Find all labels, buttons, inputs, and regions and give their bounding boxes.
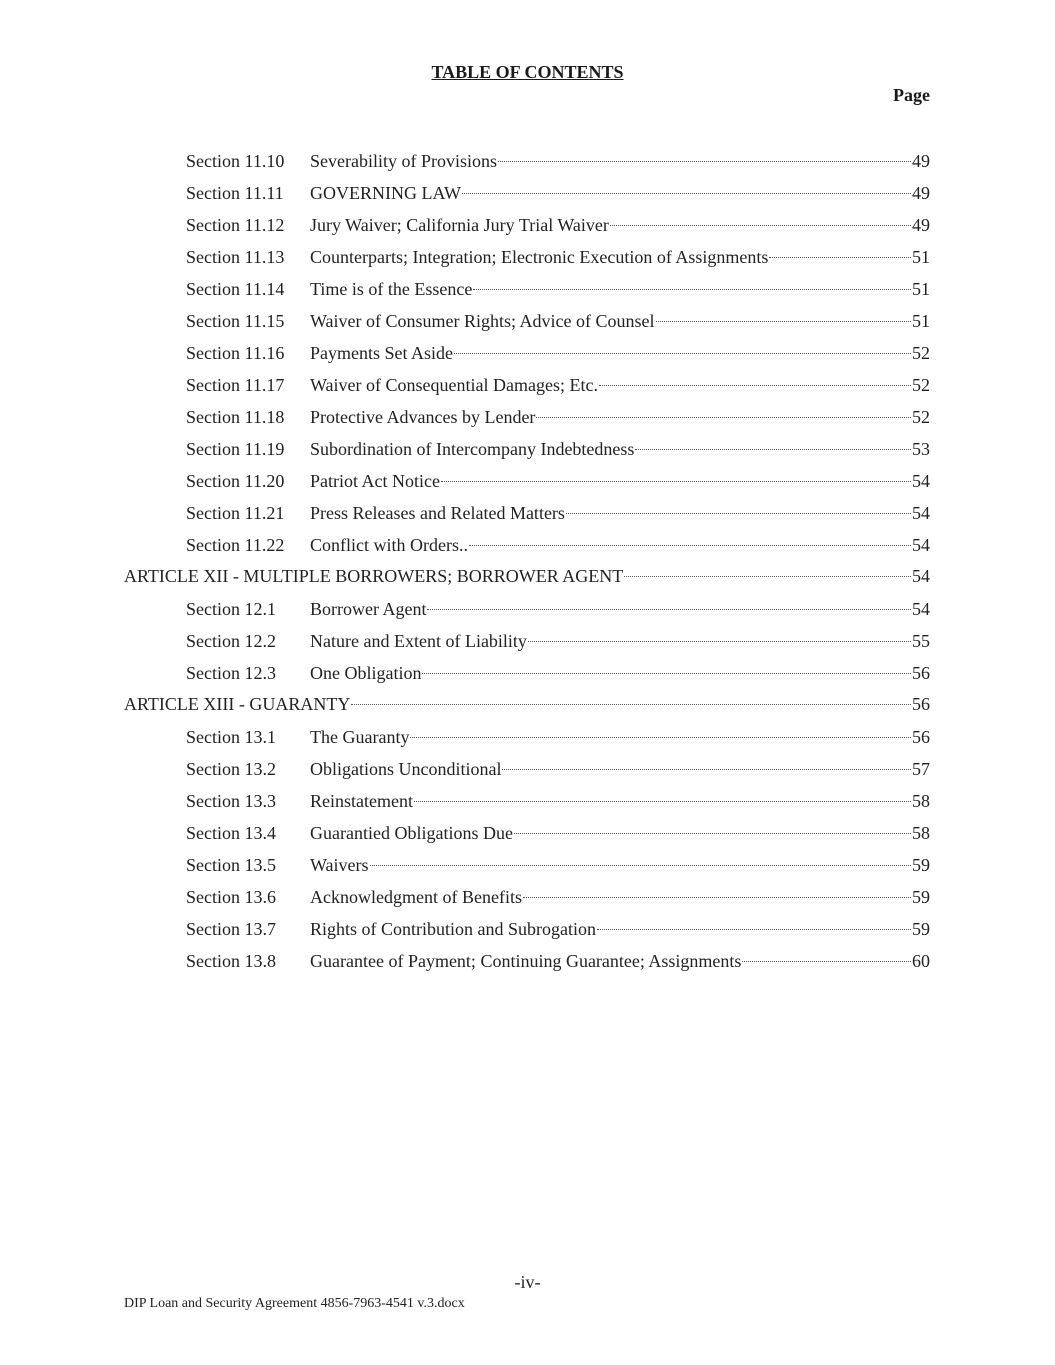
toc-section-number: Section 13.2 [186,759,276,779]
dot-leader [498,160,911,162]
toc-section-number: Section 11.10 [186,151,285,171]
dot-leader [610,224,911,226]
toc-page-number: 54 [912,503,930,523]
toc-section-number: Section 12.2 [186,631,276,651]
toc-page-number: 52 [912,407,930,427]
toc-section-row[interactable] [0,405,930,429]
toc-page-number: 49 [912,183,930,203]
toc-section-number: Section 11.20 [186,471,285,491]
toc-section-number: Section 11.21 [186,503,285,523]
toc-section-number: Section 13.3 [186,791,276,811]
toc-entry-title: The Guaranty [310,727,410,747]
toc-page-number: 56 [912,727,930,747]
toc-entry-title: One Obligation [310,663,422,683]
toc-page-number: 58 [912,791,930,811]
toc-section-row[interactable] [0,821,930,845]
dot-leader [427,608,911,610]
toc-section-row[interactable] [0,533,930,557]
toc-entry-title: Jury Waiver; California Jury Trial Waiver [310,215,609,235]
toc-page-number: 53 [912,439,930,459]
dot-leader [635,448,911,450]
toc-page-number: 49 [912,215,930,235]
toc-section-number: Section 11.19 [186,439,285,459]
toc-section-row[interactable] [0,789,930,813]
toc-section-row[interactable] [0,597,930,621]
toc-entry-title: Borrower Agent [310,599,427,619]
toc-page-number: 52 [912,343,930,363]
toc-page-number: 51 [912,279,930,299]
toc-section-row[interactable] [0,469,930,493]
toc-entry-title: Press Releases and Related Matters [310,503,565,523]
toc-page-number: 57 [912,759,930,779]
dot-leader [742,960,911,962]
toc-section-number: Section 13.4 [186,823,276,843]
toc-entry-title: Reinstatement [310,791,413,811]
toc-page-number: 58 [912,823,930,843]
dot-leader [502,768,911,770]
toc-section-row[interactable] [0,725,930,749]
toc-section-number: Section 11.11 [186,183,284,203]
dot-leader [656,320,911,322]
dot-leader [624,575,911,577]
toc-page-number: 56 [912,694,930,714]
toc-section-number: Section 11.22 [186,535,285,555]
toc-page-number: 51 [912,247,930,267]
toc-section-number: Section 11.18 [186,407,285,427]
dot-leader [528,640,911,642]
dot-leader [473,288,911,290]
dot-leader [523,896,911,898]
toc-section-row[interactable] [0,917,930,941]
toc-section-number: Section 13.6 [186,887,276,907]
toc-section-row[interactable] [0,309,930,333]
toc-section-row[interactable] [0,149,930,173]
dot-leader [597,928,911,930]
toc-section-number: Section 13.7 [186,919,276,939]
toc-page-number: 60 [912,951,930,971]
toc-entry-title: Patriot Act Notice [310,471,440,491]
toc-section-row[interactable] [0,181,930,205]
dot-leader [462,192,911,194]
toc-section-row[interactable] [0,501,930,525]
toc-entry-title: Time is of the Essence [310,279,473,299]
toc-section-number: Section 11.16 [186,343,285,363]
dot-leader [769,256,911,258]
toc-section-row[interactable] [0,949,930,973]
toc-section-number: Section 13.1 [186,727,276,747]
toc-page-number: 49 [912,151,930,171]
toc-section-row[interactable] [0,885,930,909]
dot-leader [422,672,911,674]
toc-section-row[interactable] [0,661,930,685]
dot-leader [566,512,911,514]
toc-entry-title: Protective Advances by Lender [310,407,536,427]
toc-page-number: 55 [912,631,930,651]
toc-article-row[interactable] [0,692,930,716]
toc-section-number: Section 11.12 [186,215,285,235]
dot-leader [454,352,911,354]
toc-section-row[interactable] [0,629,930,653]
toc-page-number: 51 [912,311,930,331]
toc-entry-title: Waiver of Consumer Rights; Advice of Counsel [310,311,655,331]
dot-leader [536,416,911,418]
toc-entry-title: Obligations Unconditional [310,759,502,779]
dot-leader [599,384,911,386]
toc-page-number: 59 [912,855,930,875]
toc-entry-title: Subordination of Intercompany Indebtedness [310,439,635,459]
toc-page-number: 54 [912,566,930,586]
toc-section-row[interactable] [0,213,930,237]
toc-section-row[interactable] [0,853,930,877]
toc-section-row[interactable] [0,341,930,365]
dot-leader [441,480,911,482]
toc-entry-title: Counterparts; Integration; Electronic Execution of Assignments [310,247,769,267]
dot-leader [351,703,911,705]
toc-section-number: Section 11.15 [186,311,285,331]
dot-leader [414,800,911,802]
toc-section-number: Section 11.17 [186,375,285,395]
dot-leader [410,736,911,738]
toc-section-number: Section 13.8 [186,951,276,971]
toc-page-number: 59 [912,919,930,939]
dot-leader [514,832,911,834]
toc-section-row[interactable] [0,373,930,397]
toc-section-number: Section 11.14 [186,279,285,299]
toc-section-row[interactable] [0,277,930,301]
toc-entry-title: Waiver of Consequential Damages; Etc. [310,375,598,395]
toc-entry-title: Rights of Contribution and Subrogation [310,919,596,939]
toc-page-number: 59 [912,887,930,907]
toc-page-number: 54 [912,471,930,491]
toc-page-number: 56 [912,663,930,683]
toc-page-number: 52 [912,375,930,395]
toc-section-number: Section 12.3 [186,663,276,683]
toc-section-number: Section 13.5 [186,855,276,875]
toc-entry-title: Acknowledgment of Benefits [310,887,522,907]
toc-title: TABLE OF CONTENTS [431,62,624,82]
toc-entry-title: Severability of Provisions [310,151,497,171]
toc-entry-title: Guarantied Obligations Due [310,823,513,843]
toc-section-number: Section 12.1 [186,599,276,619]
toc-entry-title: Nature and Extent of Liability [310,631,527,651]
toc-section-row[interactable] [0,757,930,781]
page-number: -iv- [514,1272,541,1292]
page-column-label: Page [893,85,930,105]
document-footer-id: DIP Loan and Security Agreement 4856-7963-4541 v.3.docx [124,1296,465,1311]
toc-entry-title: ARTICLE XIII - GUARANTY [124,694,351,714]
toc-page-number: 54 [912,599,930,619]
toc-entry-title: GOVERNING LAW [310,183,462,203]
toc-page-number: 54 [912,535,930,555]
toc-entry-title: Conflict with Orders.. [310,535,468,555]
toc-section-row[interactable] [0,245,930,269]
toc-section-row[interactable] [0,437,930,461]
toc-entry-title: Guarantee of Payment; Continuing Guarantee; Assignments [310,951,742,971]
dot-leader [370,864,911,866]
toc-entry-title: Payments Set Aside [310,343,453,363]
toc-entry-title: ARTICLE XII - MULTIPLE BORROWERS; BORROWER AGENT [124,566,624,586]
toc-article-row[interactable] [0,564,930,588]
dot-leader [469,544,911,546]
toc-entry-title: Waivers [310,855,369,875]
toc-section-number: Section 11.13 [186,247,285,267]
